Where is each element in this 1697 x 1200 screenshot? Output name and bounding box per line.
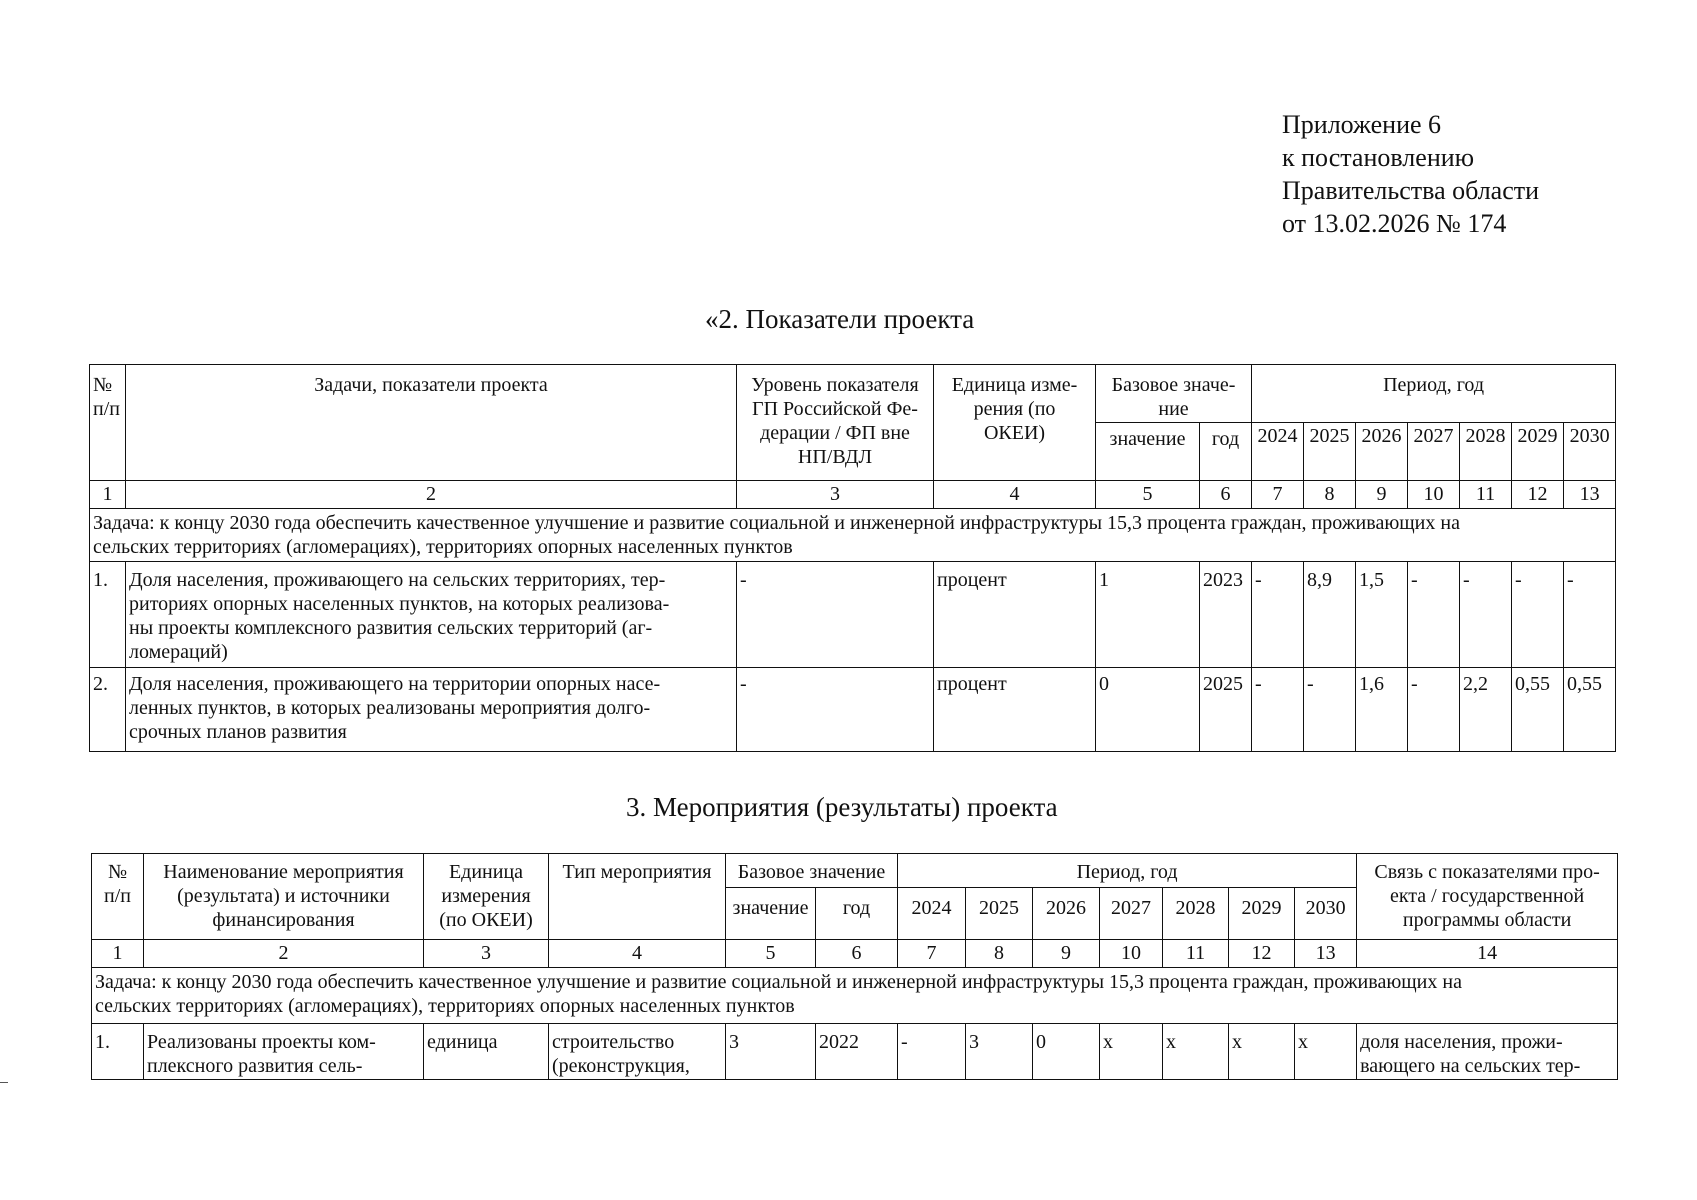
header-name-line: финансирования	[212, 909, 355, 931]
row-year-value: -	[1252, 668, 1304, 752]
row-link	[1357, 1024, 1618, 1080]
header-unit	[934, 365, 1096, 481]
column-number: 1	[90, 481, 126, 509]
row-year-value: x	[1163, 1024, 1229, 1080]
column-number: 10	[1100, 940, 1163, 968]
column-number: 12	[1512, 481, 1564, 509]
row-indicator	[126, 668, 737, 752]
row-base-year: 2025	[1200, 668, 1252, 752]
column-number: 9	[1356, 481, 1408, 509]
row-num: 1.	[90, 562, 126, 668]
row-year-value: -	[898, 1024, 966, 1080]
header-base-line: Базовое значе-	[1111, 374, 1236, 396]
task-line: Задача: к концу 2030 года обеспечить качественное улучшение и развитие социальной и инженерной инфраструктуры 15,3 процента граждан, проживающих на	[95, 971, 1462, 993]
header-level	[737, 365, 934, 481]
header-type: Тип мероприятия	[549, 854, 726, 940]
task-line: Задача: к концу 2030 года обеспечить качественное улучшение и развитие социальной и инженерной инфраструктуры 15,3 процента граждан, проживающих на	[93, 512, 1460, 534]
column-number: 8	[966, 940, 1033, 968]
header-year: 2028	[1163, 888, 1229, 940]
row-activity-line: Реализованы проекты ком-	[147, 1031, 376, 1053]
row-unit: процент	[934, 668, 1096, 752]
table-row	[92, 1024, 1618, 1080]
table-row	[90, 668, 1616, 752]
row-link-line: вающего на сельских тер-	[1360, 1055, 1581, 1077]
column-numbers-row	[92, 940, 1618, 968]
column-number: 4	[934, 481, 1096, 509]
row-indicator-line: ны проекты комплексного развития сельских территорий (аг-	[129, 617, 653, 639]
row-year-value: -	[1408, 668, 1460, 752]
row-year-value: 0	[1033, 1024, 1100, 1080]
row-unit: процент	[934, 562, 1096, 668]
header-year: 2024	[898, 888, 966, 940]
column-number: 2	[126, 481, 737, 509]
row-year-value: 1,5	[1356, 562, 1408, 668]
header-unit-line: измерения	[441, 885, 531, 907]
header-tasks	[126, 365, 737, 481]
row-year-value: -	[1304, 668, 1356, 752]
column-number: 11	[1163, 940, 1229, 968]
header-unit	[424, 854, 549, 940]
task-row	[92, 968, 1618, 1024]
column-number: 2	[144, 940, 424, 968]
column-number: 6	[1200, 481, 1252, 509]
header-base-year: год	[816, 888, 898, 940]
header-unit-line: ОКЕИ)	[983, 422, 1046, 444]
header-year: 2029	[1512, 423, 1564, 481]
header-base: Базовое значение	[726, 854, 898, 888]
header-year: 2029	[1229, 888, 1295, 940]
column-number: 3	[737, 481, 934, 509]
row-indicator	[126, 562, 737, 668]
header-link-line: Связь с показателями про-	[1374, 861, 1600, 883]
header-name	[144, 854, 424, 940]
row-year-value: -	[1408, 562, 1460, 668]
column-number: 14	[1357, 940, 1618, 968]
header-num-line: №	[107, 861, 128, 883]
column-number: 7	[1252, 481, 1304, 509]
row-indicator-line: ломераций)	[129, 641, 228, 663]
header-base-line: ние	[1158, 398, 1189, 420]
header-year: 2028	[1460, 423, 1512, 481]
header-year: 2030	[1564, 423, 1616, 481]
header-level-line: дерации / ФП вне	[760, 422, 910, 444]
task-row	[90, 509, 1616, 562]
header-base	[1096, 365, 1252, 423]
appendix-line-1: Приложение 6	[1282, 110, 1442, 139]
header-num-text: № п/п	[93, 374, 120, 420]
column-number: 1	[92, 940, 144, 968]
row-type-line: строительство	[552, 1031, 675, 1053]
row-level: -	[737, 668, 934, 752]
header-year: 2030	[1295, 888, 1357, 940]
activities-table	[91, 853, 1618, 1080]
task-cell	[90, 509, 1616, 562]
task-cell	[92, 968, 1618, 1024]
column-number: 11	[1460, 481, 1512, 509]
row-link-line: доля населения, прожи-	[1360, 1031, 1563, 1053]
header-tasks-text: Задачи, показатели проекта	[314, 374, 548, 396]
header-num	[90, 365, 126, 481]
column-number: 4	[549, 940, 726, 968]
header-num-line: п/п	[104, 885, 131, 907]
row-base-value: 0	[1096, 668, 1200, 752]
row-year-value: x	[1295, 1024, 1357, 1080]
row-year-value: 0,55	[1564, 668, 1616, 752]
header-period-text: Период, год	[1383, 374, 1485, 396]
header-year: 2025	[1304, 423, 1356, 481]
task-line: сельских территориях (агломерациях), территориях опорных населенных пунктов	[93, 536, 793, 558]
row-year-value: 0,55	[1512, 668, 1564, 752]
row-base-value: 3	[726, 1024, 816, 1080]
row-activity-line: плексного развития сель-	[147, 1055, 363, 1077]
row-year-value: 3	[966, 1024, 1033, 1080]
header-base-year: год	[1200, 423, 1252, 481]
row-year-value: 2,2	[1460, 668, 1512, 752]
header-year: 2026	[1356, 423, 1408, 481]
row-year-value: -	[1512, 562, 1564, 668]
column-numbers-row	[90, 481, 1616, 509]
appendix-line-3: Правительства области	[1282, 176, 1540, 205]
column-number: 7	[898, 940, 966, 968]
column-number: 9	[1033, 940, 1100, 968]
row-year-value: -	[1564, 562, 1616, 668]
row-year-value: -	[1460, 562, 1512, 668]
header-year: 2027	[1408, 423, 1460, 481]
row-level: -	[737, 562, 934, 668]
header-link	[1357, 854, 1618, 940]
row-indicator-line: Доля населения, проживающего на сельских территориях, тер-	[129, 569, 666, 591]
margin-mark	[0, 1082, 8, 1083]
appendix-line-2: к постановлению	[1282, 143, 1475, 172]
row-indicator-line: ленных пунктов, в которых реализованы мероприятия долго-	[129, 697, 651, 719]
column-number: 3	[424, 940, 549, 968]
header-num	[92, 854, 144, 940]
row-activity	[144, 1024, 424, 1080]
header-unit-line: (по ОКЕИ)	[439, 909, 533, 931]
header-year: 2024	[1252, 423, 1304, 481]
row-base-value: 1	[1096, 562, 1200, 668]
appendix-block	[1282, 108, 1539, 240]
column-number: 5	[726, 940, 816, 968]
header-unit-line: Единица	[448, 861, 524, 883]
header-name-line: Наименование мероприятия	[163, 861, 404, 883]
column-number: 12	[1229, 940, 1295, 968]
header-year: 2025	[966, 888, 1033, 940]
column-number: 5	[1096, 481, 1200, 509]
indicators-table	[89, 364, 1616, 752]
column-number: 13	[1564, 481, 1616, 509]
header-year: 2027	[1100, 888, 1163, 940]
column-number: 6	[816, 940, 898, 968]
row-indicator-line: срочных планов развития	[129, 721, 347, 743]
header-level-line: ГП Российской Фе-	[752, 398, 918, 420]
header-level-line: НП/ВДЛ	[797, 446, 873, 468]
header-level-line: Уровень показателя	[751, 374, 919, 396]
row-year-value: x	[1229, 1024, 1295, 1080]
header-base-value: значение	[726, 888, 816, 940]
row-year-value: 8,9	[1304, 562, 1356, 668]
header-period: Период, год	[898, 854, 1357, 888]
header-base-value: значение	[1096, 423, 1200, 481]
header-name-line: (результата) и источники	[177, 885, 390, 907]
column-number: 10	[1408, 481, 1460, 509]
column-number: 8	[1304, 481, 1356, 509]
row-type	[549, 1024, 726, 1080]
header-year: 2026	[1033, 888, 1100, 940]
row-indicator-line: Доля населения, проживающего на территории опорных насе-	[129, 673, 661, 695]
header-link-line: программы области	[1402, 909, 1572, 931]
header-unit-line: Единица изме-	[951, 374, 1078, 396]
row-type-line: (реконструкция,	[552, 1055, 690, 1077]
row-base-year: 2023	[1200, 562, 1252, 668]
row-year-value: -	[1252, 562, 1304, 668]
table-row	[90, 562, 1616, 668]
section-3-title: 3. Мероприятия (результаты) проекта	[626, 792, 1058, 822]
row-year-value: 1,6	[1356, 668, 1408, 752]
row-base-year: 2022	[816, 1024, 898, 1080]
header-link-line: екта / государственной	[1389, 885, 1585, 907]
header-unit-line: рения (по	[973, 398, 1056, 420]
column-number: 13	[1295, 940, 1357, 968]
appendix-line-4: от 13.02.2026 № 174	[1282, 209, 1507, 238]
row-num: 1.	[92, 1024, 144, 1080]
row-num: 2.	[90, 668, 126, 752]
row-year-value: x	[1100, 1024, 1163, 1080]
task-line: сельских территориях (агломерациях), территориях опорных населенных пунктов	[95, 995, 795, 1017]
header-period	[1252, 365, 1616, 423]
row-indicator-line: риториях опорных населенных пунктов, на которых реализова-	[129, 593, 670, 615]
section-2-title: «2. Показатели проекта	[705, 304, 975, 334]
row-unit: единица	[424, 1024, 549, 1080]
